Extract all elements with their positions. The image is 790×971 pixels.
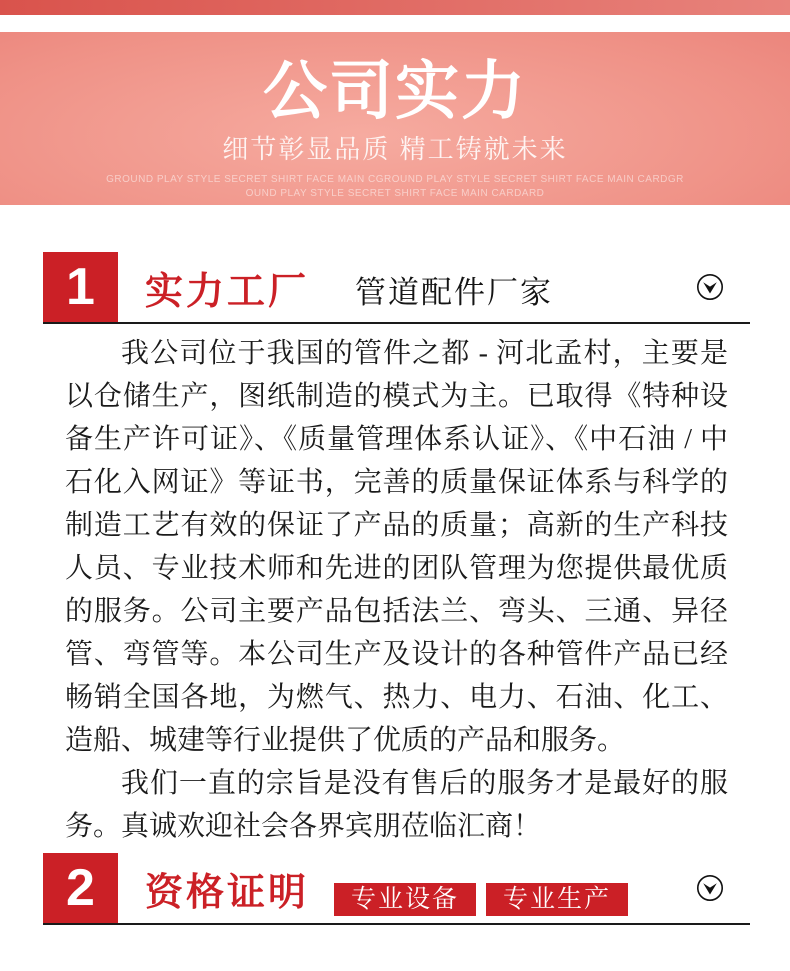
circle-chevron-down-icon: [696, 874, 724, 902]
tag-professional-equipment-button[interactable]: 专业设备: [334, 883, 476, 916]
top-red-bar: [0, 0, 790, 15]
section-2-header: [43, 853, 750, 925]
hero-banner: [0, 32, 790, 205]
section-2-title: 资格证明: [145, 871, 310, 914]
section-1-expand-button[interactable]: [696, 273, 724, 301]
section-1-title: 实力工厂: [145, 270, 310, 313]
intro-paragraph-2: 我们一直的宗旨是没有售后的服务才是最好的服务。真诚欢迎社会各界宾朋莅临汇商！: [65, 768, 728, 842]
section-2-expand-button[interactable]: [696, 874, 724, 902]
section-2-number: 2: [66, 859, 95, 917]
circle-chevron-down-icon: [696, 273, 724, 301]
banner-watermark: [0, 173, 790, 201]
section-2-number-badge: [43, 853, 118, 923]
section-1-number-badge: [43, 252, 118, 322]
banner-title: 公司实力: [263, 55, 527, 127]
section-1-number: 1: [66, 258, 95, 316]
section-1-header: [43, 252, 750, 324]
banner-subtitle: 细节彰显品质 精工铸就未来: [222, 134, 568, 164]
banner-watermark-line2: OUND PLAY STYLE SECRET SHIRT FACE MAIN CARDARD: [245, 188, 545, 199]
tag-professional-production-button[interactable]: 专业生产: [486, 883, 628, 916]
intro-paragraph-1: 我公司位于我国的管件之都 - 河北孟村，主要是以仓储生产，图纸制造的模式为主。已取得《特种设备生产许可证》、《质量管理体系认证》、《中石油 / 中石化入网证》等证书，完善的质量保证体系与科学的制造工艺有效的保证了产品的质量；高新的生产科技人员、专业技术师和先进的团队管理为您提供最优质的服务。公司主要产品包括法兰、弯头、三通、异径管、弯管等。本公司生产及设计的各种管件产品已经畅销全国各地，为燃气、热力、电力、石油、化工、造船、城建等行业提供了优质的产品和服务。: [65, 338, 728, 756]
top-gap: [0, 15, 790, 32]
section-1-subtitle: 管道配件厂家: [355, 274, 554, 310]
banner-watermark-line1: GROUND PLAY STYLE SECRET SHIRT FACE MAIN CGROUND PLAY STYLE SECRET SHIRT FACE MAIN CARDGR: [106, 174, 684, 185]
company-intro: [65, 332, 728, 848]
